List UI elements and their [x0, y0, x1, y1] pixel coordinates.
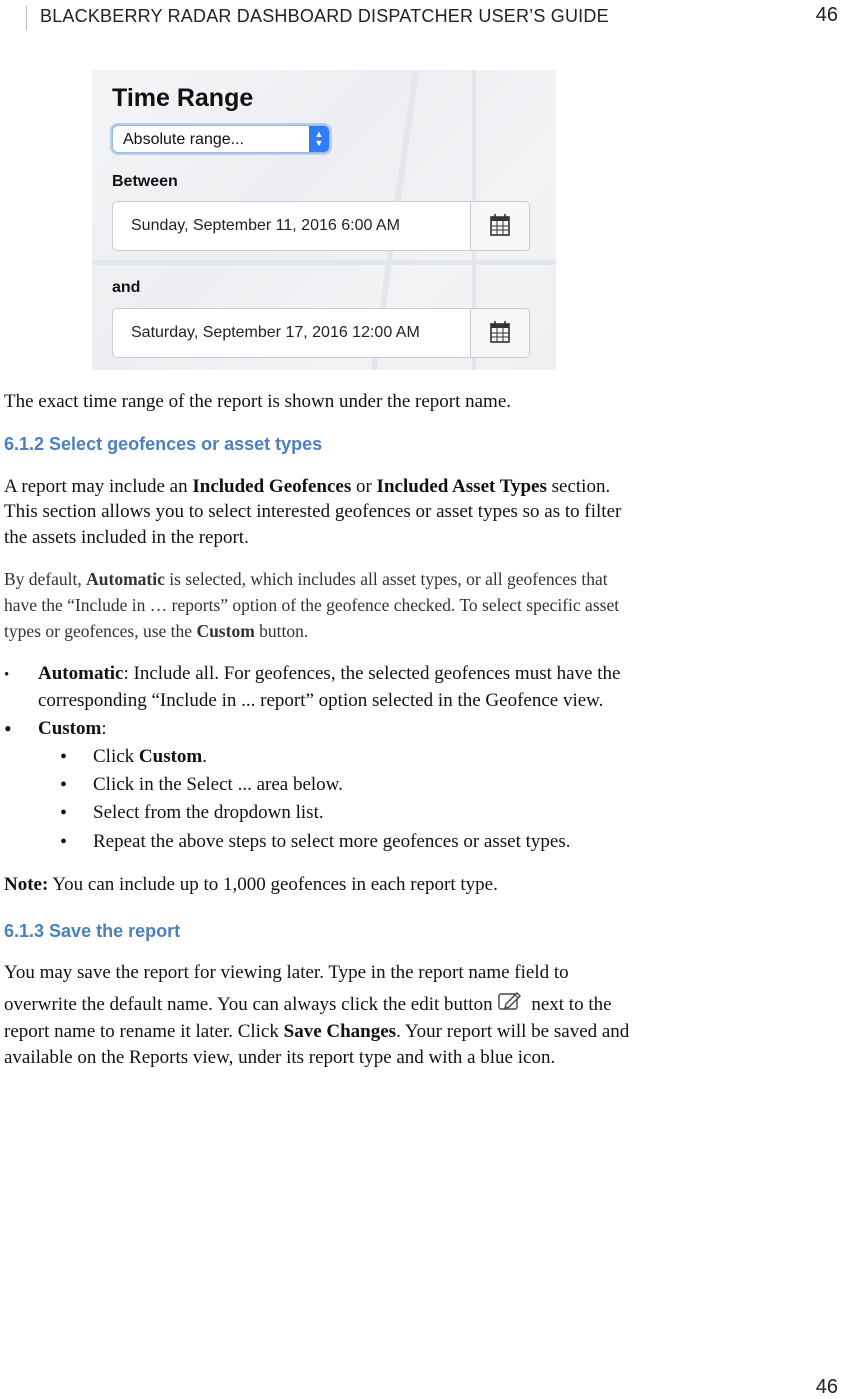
- paragraph-612b-line3: [4, 620, 308, 643]
- sub-bullet-dot: •: [60, 831, 68, 853]
- end-datetime-value: Saturday, September 17, 2016 12:00 AM: [131, 324, 420, 341]
- text-run: types or geofences, use the: [4, 621, 197, 641]
- text-run: overwrite the default name. You can always click the edit button: [4, 994, 493, 1015]
- text-run: By default,: [4, 569, 87, 589]
- footer-page-number: 46: [815, 1376, 838, 1398]
- section-heading-612: 6.1.2 Select geofences or asset types: [4, 434, 323, 454]
- end-datetime-field[interactable]: [112, 308, 530, 358]
- paragraph-612b-line1: [4, 568, 608, 591]
- bullet-automatic: [38, 662, 620, 685]
- text-run: is selected, which includes all asset types, or all geofences that: [164, 569, 608, 589]
- between-label: Between: [112, 173, 178, 190]
- calendar-icon: [471, 202, 529, 250]
- text-run: You can include up to 1,000 geofences in each report type.: [48, 874, 498, 895]
- bold-text: Automatic: [86, 569, 165, 589]
- text-run: Click: [93, 746, 139, 767]
- time-range-screenshot: [92, 70, 556, 370]
- sub-bullet-2: Click in the Select ... area below.: [93, 774, 343, 795]
- text-run: . Your report will be saved and: [396, 1021, 630, 1042]
- paragraph-613-line4: available on the Reports view, under its report type and with a blue icon.: [4, 1047, 556, 1068]
- start-calendar-button[interactable]: [470, 202, 529, 250]
- and-label: and: [112, 279, 141, 296]
- bullet-custom: [38, 717, 107, 740]
- bold-text: Custom: [196, 621, 255, 641]
- bold-text: Custom: [38, 718, 102, 739]
- sub-bullet-1: [93, 745, 207, 768]
- start-datetime-value: Sunday, September 11, 2016 6:00 AM: [131, 217, 400, 234]
- edit-icon[interactable]: [497, 990, 523, 1018]
- header-divider: [26, 6, 27, 30]
- paragraph-613-line2: [4, 990, 612, 1018]
- text-run: .: [202, 746, 208, 767]
- text-run: :: [101, 718, 107, 739]
- text-run: button.: [254, 621, 309, 641]
- bullet-automatic-line2: corresponding “Include in ... report” option selected in the Geofence view.: [38, 690, 604, 711]
- time-range-select[interactable]: [112, 125, 330, 153]
- time-range-title: Time Range: [112, 84, 254, 112]
- paragraph-612b-line2: have the “Include in … reports” option of the geofence checked. To select specific asset: [4, 595, 620, 615]
- running-header-title: BLACKBERRY RADAR DASHBOARD DISPATCHER USER’S GUIDE: [40, 6, 609, 26]
- sub-bullet-3: Select from the dropdown list.: [93, 802, 324, 823]
- bullet-dot: •: [4, 716, 12, 741]
- sub-bullet-dot: •: [60, 802, 68, 824]
- sub-bullet-dot: •: [60, 774, 68, 796]
- paragraph-612-line3: the assets included in the report.: [4, 527, 249, 548]
- end-calendar-button[interactable]: [470, 309, 529, 357]
- text-run: section.: [546, 476, 611, 497]
- bold-text: Included Asset Types: [376, 476, 547, 497]
- paragraph-613-line3: [4, 1020, 629, 1043]
- section-heading-613: 6.1.3 Save the report: [4, 921, 181, 941]
- start-datetime-field[interactable]: [112, 201, 530, 251]
- bold-text: Included Geofences: [192, 476, 352, 497]
- time-range-select-value: Absolute range...: [123, 131, 244, 148]
- bold-text: Custom: [138, 746, 203, 767]
- header-page-number: 46: [815, 4, 838, 26]
- screenshot-caption: The exact time range of the report is shown under the report name.: [4, 391, 512, 412]
- map-road: [92, 260, 556, 265]
- note-label: Note:: [4, 874, 49, 895]
- note-paragraph: [4, 873, 498, 896]
- paragraph-612-line2: This section allows you to select interested geofences or asset types so as to filter: [4, 501, 622, 522]
- paragraph-613-line1: You may save the report for viewing later. Type in the report name field to: [4, 962, 569, 983]
- text-run: report name to rename it later. Click: [4, 1021, 284, 1042]
- select-arrows-icon: ▲ ▼: [309, 126, 329, 152]
- paragraph-612-line1: [4, 475, 610, 498]
- text-run: : Include all. For geofences, the selected geofences must have the: [123, 663, 621, 684]
- text-run: or: [351, 476, 377, 497]
- bold-text: Save Changes: [283, 1021, 397, 1042]
- sub-bullet-4: Repeat the above steps to select more geofences or asset types.: [93, 831, 571, 852]
- bullet-dot: •: [4, 667, 10, 683]
- text-run: A report may include an: [4, 476, 193, 497]
- bold-text: Automatic: [38, 663, 124, 684]
- calendar-icon: [471, 309, 529, 357]
- text-run: next to the: [526, 994, 612, 1015]
- sub-bullet-dot: •: [60, 746, 68, 768]
